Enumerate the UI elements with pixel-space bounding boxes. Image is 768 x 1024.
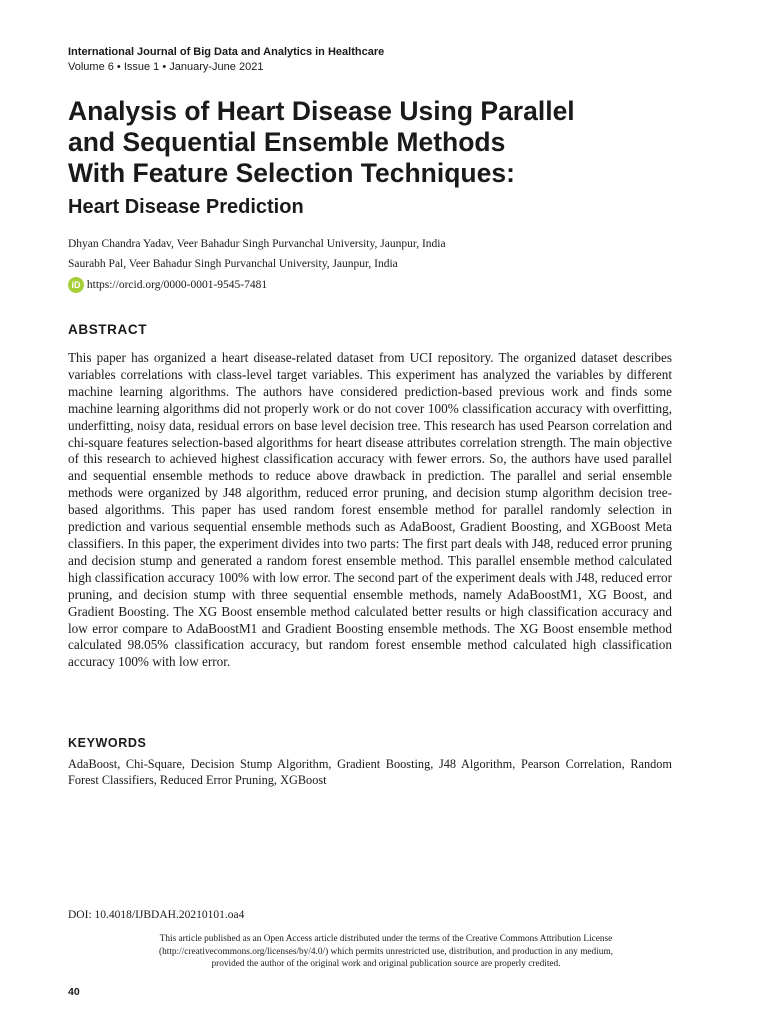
author-affiliation: Dhyan Chandra Yadav, Veer Bahadur Singh Purvanchal University, Jaunpur, India bbox=[68, 238, 446, 250]
license-line: This article published as an Open Access article distributed under the terms of the Creative Commons Attribution License bbox=[159, 934, 613, 944]
keywords-text: AdaBoost, Chi-Square, Decision Stump Algorithm, Gradient Boosting, J48 Algorithm, Pearson Correlation, Random Forest Classifiers, Reduced Error Pruning, XGBoost bbox=[68, 757, 672, 787]
title-line: With Feature Selection Techniques: bbox=[68, 158, 515, 188]
orcid-link[interactable]: https://orcid.org/0000-0001-9545-7481 bbox=[86, 279, 268, 291]
journal-header bbox=[68, 45, 384, 75]
license-notice bbox=[68, 933, 704, 971]
journal-name: International Journal of Big Data and Analytics in Healthcare bbox=[68, 46, 385, 58]
journal-volume: Volume 6 • Issue 1 • January-June 2021 bbox=[68, 61, 264, 73]
orcid-icon: iD bbox=[68, 277, 84, 293]
title-line: and Sequential Ensemble Methods bbox=[68, 127, 506, 157]
orcid-row bbox=[68, 277, 446, 297]
page-number: 40 bbox=[68, 986, 80, 998]
license-line: (http://creativecommons.org/licenses/by/4.0/) which permits unrestricted use, distribution, and production in any medium, bbox=[159, 946, 613, 957]
article-title bbox=[68, 96, 708, 189]
abstract-heading: ABSTRACT bbox=[68, 322, 148, 337]
doi: DOI: 10.4018/IJBDAH.20210101.oa4 bbox=[68, 909, 245, 921]
abstract-text: This paper has organized a heart disease-related dataset from UCI repository. The organized dataset describes variables correlations with class-level target variables. This experiment has analyzed the variables by different machine learning algorithms. The authors have considered prediction-based previous work and finds some machine learning algorithms did not properly work or do not cover 100% classification accuracy with overfitting, underfitting, noisy data, residual errors on base level decision tree. This research has used Pearson correlation and chi-square features selection-based algorithms for heart disease attributes correlation strength. The main objective of this research to achieved highest classification accuracy with fewer errors. So, the authors have used parallel and sequential ensemble methods to reduce above drawback in prediction. The parallel and serial ensemble methods were organized by J48 algorithm, reduced error pruning, and decision stump algorithm decision tree-based algorithms. This paper has used random forest ensemble method for parallel randomly selection in prediction and various sequential ensemble methods such as AdaBoost, Gradient Boosting, and XGBoost Meta classifiers. In this paper, the experiment divides into two parts: The first part deals with J48, reduced error pruning and decision stump and generated a random forest ensemble method. This parallel ensemble method calculated high classification accuracy 100% with low error. The second part of the experiment deals with J48, reduced error pruning, and decision stump with three sequential ensemble methods, namely AdaBoostM1, XG Boost, and Gradient Boosting. The XG Boost ensemble method calculated better results or high classification accuracy and low error compare to AdaBoostM1 and Gradient Boosting ensemble methods. The XG Boost ensemble method calculated 98.05% classification accuracy, but random forest ensemble method calculated high classification accuracy 100% with low error. bbox=[68, 350, 672, 670]
keywords-heading: KEYWORDS bbox=[68, 736, 147, 750]
title-line: Analysis of Heart Disease Using Parallel bbox=[68, 96, 575, 126]
article-subtitle: Heart Disease Prediction bbox=[68, 196, 304, 218]
author-list bbox=[68, 237, 446, 297]
author-affiliation: Saurabh Pal, Veer Bahadur Singh Purvanchal University, Jaunpur, India bbox=[68, 258, 398, 270]
license-line: provided the author of the original work and original publication source are properly credited. bbox=[211, 959, 561, 969]
